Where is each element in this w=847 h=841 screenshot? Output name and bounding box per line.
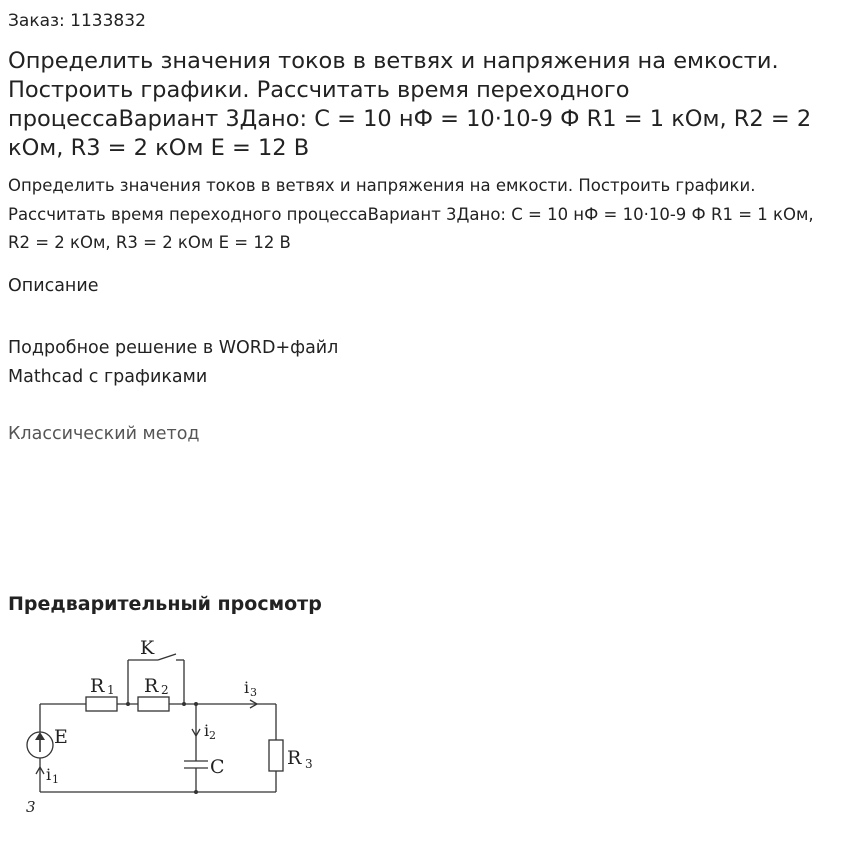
r3-label: R <box>287 747 302 769</box>
i2-subscript: 2 <box>209 729 216 742</box>
page-title: Определить значения токов в ветвях и напряжения на емкости. Построить графики. Рассчитать время переходного процессаВариант 3Дано: С = 10 нФ = 10·10-9 Ф R1 = 1 кОм, R2 = 2 кОм, R3 = 2 кОм Е = 12 В <box>8 48 812 161</box>
i3-subscript: 3 <box>250 686 257 699</box>
method-note: Классический метод <box>8 424 200 444</box>
resistor-r3 <box>269 740 283 771</box>
i2-label: i <box>204 721 210 740</box>
r3-subscript: 3 <box>305 757 313 771</box>
r2-subscript: 2 <box>161 683 169 697</box>
capacitor-label: C <box>210 756 225 778</box>
i1-subscript: 1 <box>52 773 59 786</box>
switch-blade <box>158 654 176 660</box>
circuit-preview-image[interactable] <box>18 630 328 825</box>
r1-label: R <box>90 675 105 697</box>
resistor-r2 <box>138 697 169 711</box>
description-line-1: Подробное решение в WORD+файл <box>8 338 339 358</box>
description-heading: Описание <box>8 276 99 296</box>
i1-label: i <box>46 765 52 784</box>
task-summary: Определить значения токов в ветвях и напряжения на емкости. Построить графики. Рассчитать время переходного процессаВариант 3Дано: С = 10 нФ = 10·10-9 Ф R1 = 1 кОм, R2 = 2 кОм, R3 = 2 кОм Е = 12 В <box>8 176 814 252</box>
switch-label: K <box>140 637 155 659</box>
source-label: E <box>54 726 68 748</box>
description-line-2: Mathcad с графиками <box>8 367 208 387</box>
circuit-diagram <box>18 630 328 825</box>
r2-label: R <box>144 675 159 697</box>
order-number: Заказ: 1133832 <box>8 11 146 31</box>
r1-subscript: 1 <box>107 683 115 697</box>
i3-label: i <box>244 678 250 697</box>
preview-heading: Предварительный просмотр <box>8 593 322 615</box>
variant-mark: 3 <box>26 798 36 816</box>
resistor-r1 <box>86 697 117 711</box>
